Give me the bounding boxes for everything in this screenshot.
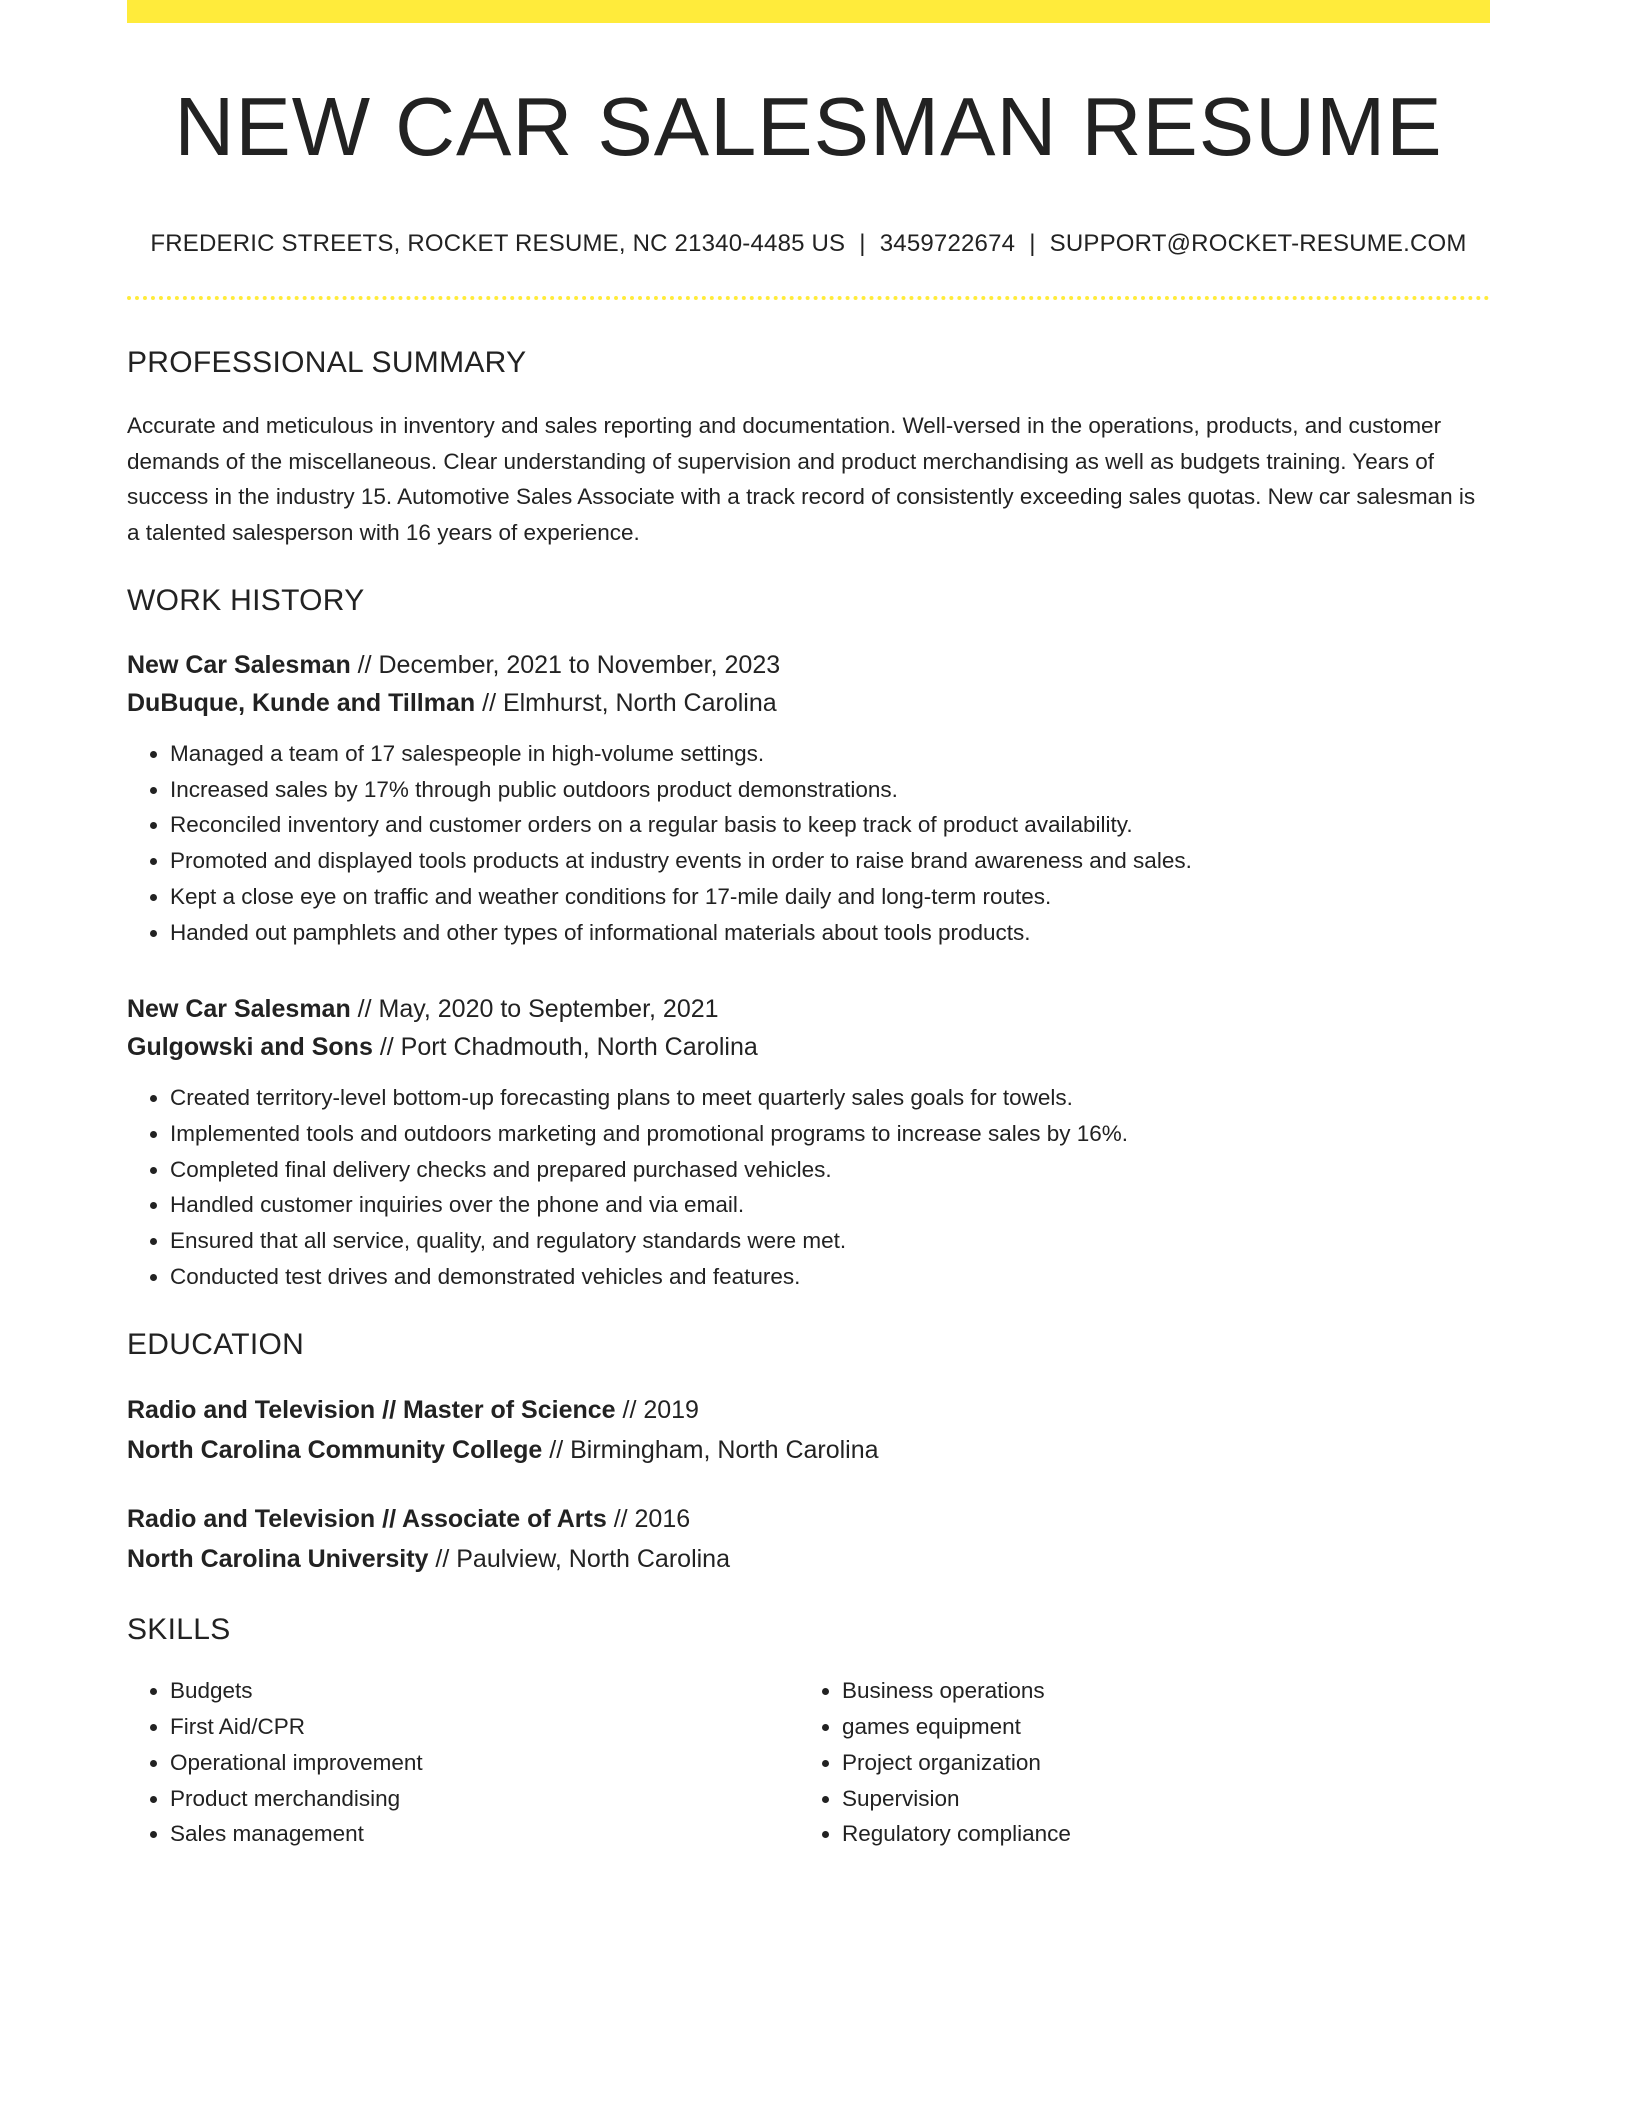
job-location: // Elmhurst, North Carolina (475, 689, 777, 717)
list-item: • Implemented tools and outdoors marketing and promotional programs to increase sales by 16%. (170, 1116, 1490, 1152)
education-degree: Radio and Television // Associate of Arts (127, 1505, 607, 1534)
skills-columns (127, 1673, 1490, 1852)
list-item: • Reconciled inventory and customer orders on a regular basis to keep track of product availability. (170, 807, 1490, 843)
skill-item: • games equipment (842, 1709, 1471, 1745)
education-location: // Birmingham, North Carolina (542, 1436, 879, 1465)
skill-item: • Supervision (842, 1781, 1471, 1817)
contact-line (127, 232, 1490, 256)
accent-bar (127, 0, 1490, 23)
skill-item: • Product merchandising (170, 1781, 799, 1817)
education-school-line (127, 1430, 1490, 1470)
job-title-line (127, 646, 1490, 684)
resume-page (127, 0, 1490, 1852)
education-degree: Radio and Television // Master of Science (127, 1396, 616, 1425)
list-item: • Created territory-level bottom-up forecasting plans to meet quarterly sales goals for towels. (170, 1080, 1490, 1116)
list-item: • Managed a team of 17 salespeople in high-volume settings. (170, 736, 1490, 772)
job-location: // Port Chadmouth, North Carolina (372, 1033, 758, 1062)
list-item: • Ensured that all service, quality, and regulatory standards were met. (170, 1223, 1490, 1259)
skill-item: • Sales management (170, 1816, 799, 1852)
education-location: // Paulview, North Carolina (428, 1545, 730, 1574)
job-bullets (127, 736, 1490, 950)
job-entry (127, 646, 1490, 950)
list-item: • Conducted test drives and demonstrated vehicles and features. (170, 1259, 1490, 1295)
skill-item: • Project organization (842, 1745, 1471, 1781)
dotted-divider (127, 296, 1490, 300)
job-company-line (127, 1028, 1490, 1066)
skill-item: • First Aid/CPR (170, 1709, 799, 1745)
job-title: New Car Salesman (127, 995, 351, 1024)
contact-separator: | (1029, 230, 1036, 257)
education-school: North Carolina Community College (127, 1436, 543, 1465)
work-history-heading: WORK HISTORY (127, 584, 365, 617)
skill-item: • Budgets (170, 1673, 799, 1709)
list-item: • Completed final delivery checks and prepared purchased vehicles. (170, 1152, 1490, 1188)
list-item: • Increased sales by 17% through public outdoors product demonstrations. (170, 772, 1490, 808)
job-title-line (127, 990, 1490, 1028)
education-school-line (127, 1539, 1490, 1579)
skill-item: • Business operations (842, 1673, 1471, 1709)
job-dates: // May, 2020 to September, 2021 (350, 995, 719, 1024)
skill-item: • Operational improvement (170, 1745, 799, 1781)
page-title: NEW CAR SALESMAN RESUME (174, 80, 1443, 173)
job-bullets (127, 1080, 1490, 1294)
contact-address: FREDERIC STREETS, ROCKET RESUME, NC 21340-4485 US (150, 230, 846, 257)
skills-right-list (799, 1673, 1471, 1852)
contact-email: SUPPORT@ROCKET-RESUME.COM (1049, 230, 1467, 257)
summary-heading: PROFESSIONAL SUMMARY (127, 346, 527, 379)
job-dates: // December, 2021 to November, 2023 (350, 651, 781, 679)
education-heading: EDUCATION (127, 1328, 305, 1362)
education-entry (127, 1390, 1490, 1470)
list-item: • Promoted and displayed tools products at industry events in order to raise brand awareness and sales. (170, 843, 1490, 879)
education-entry (127, 1499, 1490, 1579)
job-company-line (127, 684, 1490, 722)
education-school: North Carolina University (127, 1545, 429, 1574)
skill-item: • Regulatory compliance (842, 1816, 1471, 1852)
list-item: • Kept a close eye on traffic and weather conditions for 17-mile daily and long-term routes. (170, 879, 1490, 915)
skills-heading: SKILLS (127, 1613, 231, 1647)
job-company: DuBuque, Kunde and Tillman (127, 689, 476, 717)
contact-separator: | (859, 230, 866, 257)
education-year: // 2019 (615, 1396, 699, 1425)
education-year: // 2016 (606, 1505, 691, 1534)
job-title: New Car Salesman (127, 651, 351, 679)
list-item: • Handled customer inquiries over the phone and via email. (170, 1187, 1490, 1223)
job-entry (127, 990, 1490, 1294)
summary-text: Accurate and meticulous in inventory and sales reporting and documentation. Well-versed in the operations, products, and customer demands of the miscellaneous. Clear understanding of supervision and product merchandising as well as budgets training. Years of success in the industry 15. Automotive Sales Associate with a track record of consistently exceeding sales quotas. New car salesman is a talented salesperson with 16 years of experience. (127, 413, 1476, 545)
skills-left-list (127, 1673, 799, 1852)
contact-phone: 3459722674 (879, 230, 1016, 257)
education-degree-line (127, 1499, 1490, 1539)
education-degree-line (127, 1390, 1490, 1430)
list-item: • Handed out pamphlets and other types of informational materials about tools products. (170, 915, 1490, 951)
job-company: Gulgowski and Sons (127, 1033, 373, 1062)
